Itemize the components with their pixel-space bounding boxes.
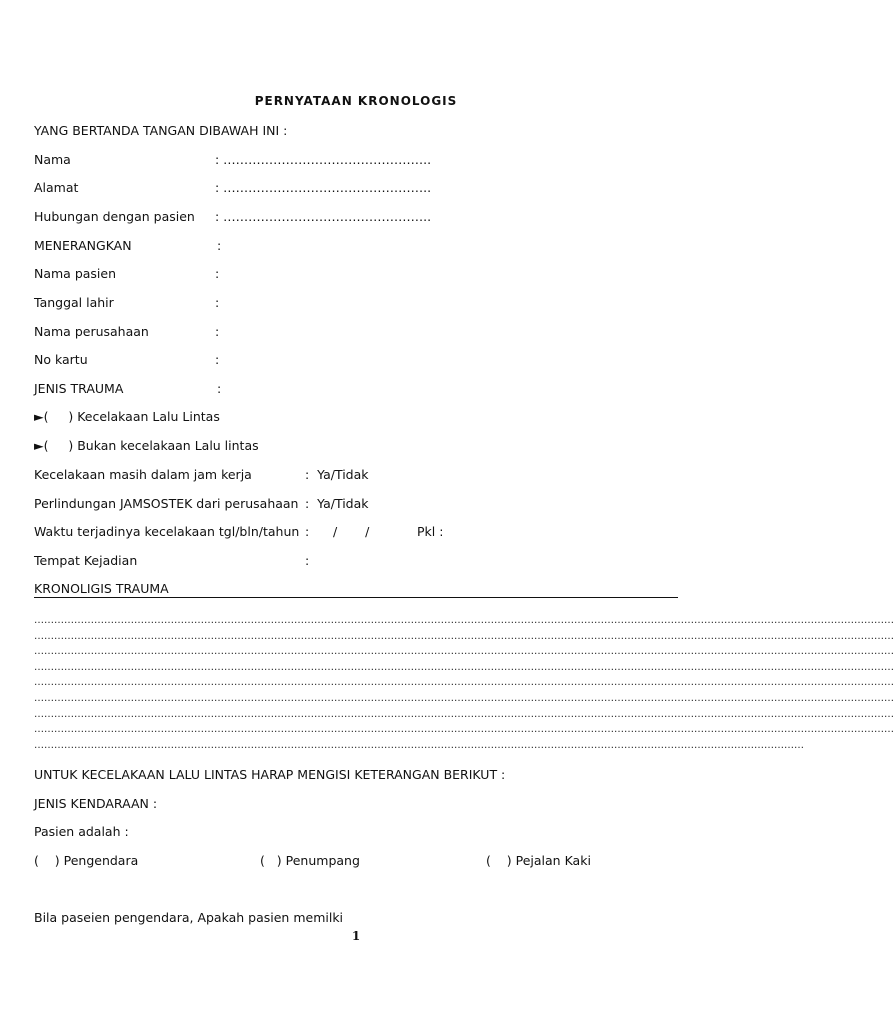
field-label-tanggal-lahir: Tanggal lahir [34, 295, 114, 310]
lalu-lintas-heading: UNTUK KECELAKAAN LALU LINTAS HARAP MENGISI KETERANGAN BERIKUT : [34, 767, 506, 782]
dot-line-8: …………………………………………………………………………………………………………………………………………………………………………………………………………………………………… [34, 724, 894, 735]
bila-pengendara-text: Bila paseien pengendara, Apakah pasien memilki [34, 910, 344, 925]
dot-line-5: …………………………………………………………………………………………………………………………………………………………………………………………………………………………………… [34, 677, 894, 688]
jenis-trauma-label: JENIS TRAUMA [34, 381, 124, 396]
trauma-option-bukan-lalu-lintas: ►( ) Bukan kecelakaan Lalu lintas [34, 438, 259, 453]
field-value-nama-pasien: : [215, 266, 220, 281]
heading-rule [34, 597, 678, 598]
pasien-adalah-label: Pasien adalah : [34, 824, 129, 839]
field-value-jam-kerja: : Ya/Tidak [305, 467, 369, 482]
field-value-waktu: : / / Pkl : [305, 524, 444, 539]
dot-line-1: …………………………………………………………………………………………………………………………………………………………………………………………………………………………………… [34, 615, 894, 626]
field-label-tempat-kejadian: Tempat Kejadian [34, 553, 138, 568]
field-label-no-kartu: No kartu [34, 352, 88, 367]
role-option-penumpang: ( ) Penumpang [260, 853, 360, 868]
field-value-tanggal-lahir: : [215, 295, 220, 310]
jenis-trauma-colon: : [217, 381, 222, 396]
field-label-nama-pasien: Nama pasien [34, 266, 117, 281]
intro-text: YANG BERTANDA TANGAN DIBAWAH INI : [34, 123, 288, 138]
dot-line-3: …………………………………………………………………………………………………………………………………………………………………………………………………………………………………… [34, 646, 894, 657]
document-title: PERNYATAAN KRONOLOGIS [254, 94, 458, 108]
field-label-hubungan: Hubungan dengan pasien [34, 209, 195, 224]
role-option-pengendara: ( ) Pengendara [34, 853, 139, 868]
dot-line-9: …………………………………………………………………………………………………………………………………………………………………………………………………………… [34, 740, 804, 751]
menerangkan-colon: : [217, 238, 222, 253]
trauma-option-lalu-lintas: ►( ) Kecelakaan Lalu Lintas [34, 409, 220, 424]
dot-line-4: …………………………………………………………………………………………………………………………………………………………………………………………………………………………………… [34, 662, 894, 673]
field-value-nama-perusahaan: : [215, 324, 220, 339]
field-value-tempat-kejadian: : [305, 553, 310, 568]
field-value-jamsostek: : Ya/Tidak [305, 496, 369, 511]
field-label-jam-kerja: Kecelakaan masih dalam jam kerja [34, 467, 252, 482]
field-label-waktu: Waktu terjadinya kecelakaan tgl/bln/tahun [34, 524, 300, 539]
field-label-nama: Nama [34, 152, 71, 167]
field-label-alamat: Alamat [34, 180, 79, 195]
dot-line-7: …………………………………………………………………………………………………………………………………………………………………………………………………………………………………… [34, 709, 894, 720]
dot-line-2: …………………………………………………………………………………………………………………………………………………………………………………………………………………………………… [34, 631, 894, 642]
menerangkan-label: MENERANGKAN [34, 238, 132, 253]
field-value-no-kartu: : [215, 352, 220, 367]
dot-line-6: …………………………………………………………………………………………………………………………………………………………………………………………………………………………………… [34, 693, 894, 704]
role-option-pejalan-kaki: ( ) Pejalan Kaki [486, 853, 591, 868]
jenis-kendaraan-label: JENIS KENDARAAN : [34, 796, 158, 811]
field-value-hubungan: : ………………………………………….. [215, 209, 432, 224]
page-number: 1 [351, 929, 361, 943]
field-value-nama: : ………………………………………….. [215, 152, 432, 167]
field-label-nama-perusahaan: Nama perusahaan [34, 324, 149, 339]
field-value-alamat: : ………………………………………….. [215, 180, 432, 195]
field-label-jamsostek: Perlindungan JAMSOSTEK dari perusahaan [34, 496, 299, 511]
kronologis-heading: KRONOLIGIS TRAUMA [34, 581, 169, 596]
